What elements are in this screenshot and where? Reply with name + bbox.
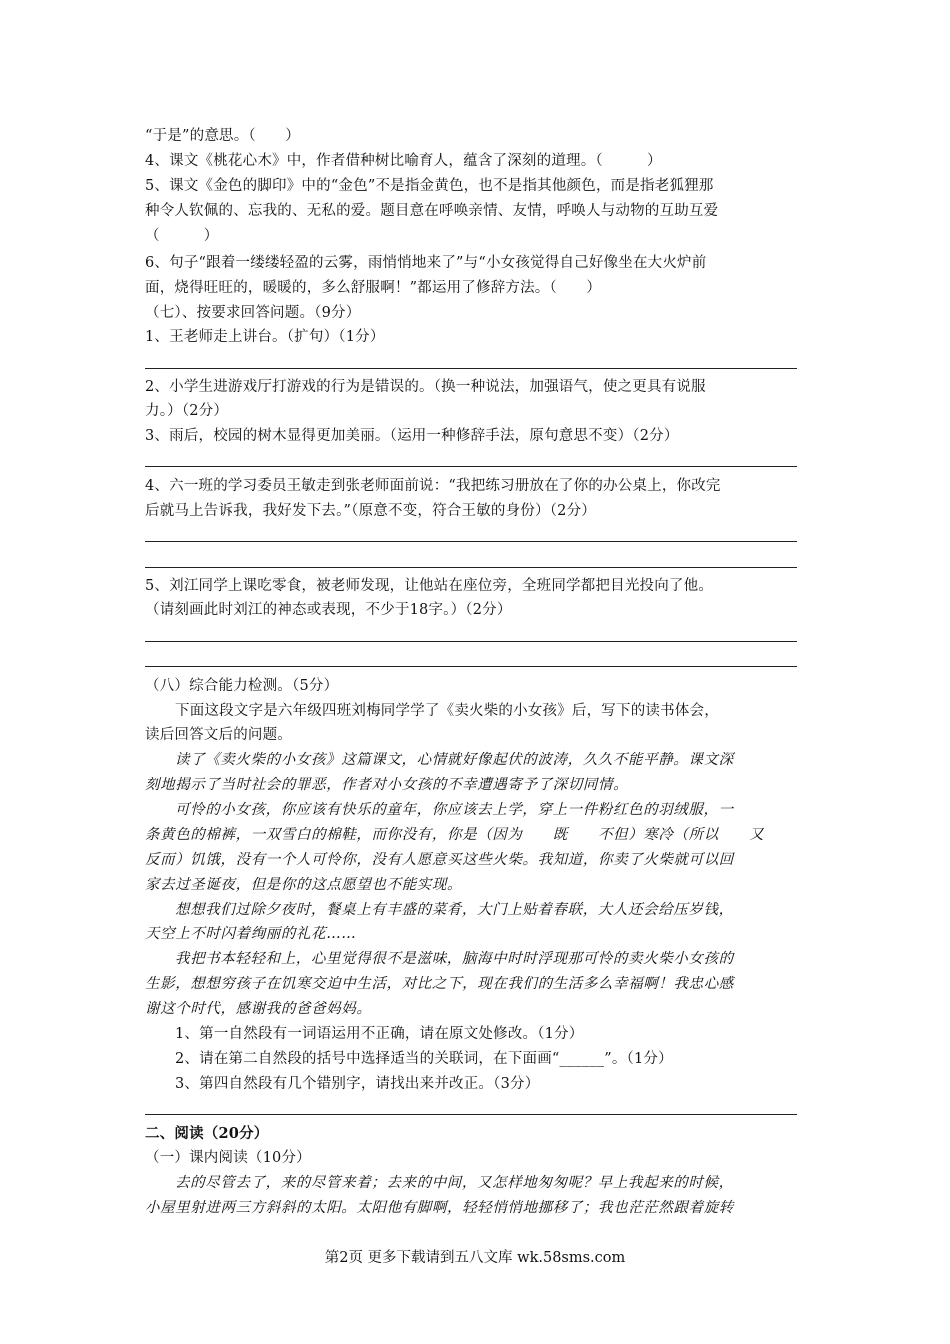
text-line: “于是”的意思。（ ）	[145, 128, 300, 144]
passage-line: 家去过圣诞夜，但是你的这点愿望也不能实现。	[145, 877, 463, 893]
answer-line	[145, 641, 797, 642]
section-heading: （七）、按要求回答问题。（9分）	[145, 305, 361, 321]
text-line: 力。）（2分）	[145, 403, 229, 419]
answer-line	[145, 1114, 797, 1115]
passage-line: 我把书本轻轻和上，心里觉得很不是滋味，脑海中时时浮现那可怜的卖火柴小女孩的	[175, 951, 734, 967]
passage-line: 想想我们过除夕夜时，餐桌上有丰盛的菜肴，大门上贴着春联，大人还会给压岁钱，	[175, 902, 734, 918]
answer-line	[145, 541, 797, 542]
question: 5、刘江同学上课吃零食，被老师发现，让他站在座位旁，全班同学都把目光投向了他。	[145, 578, 714, 594]
passage-line: 谢这个时代，感谢我的爸爸妈妈。	[145, 1001, 372, 1017]
question: 3、第四自然段有几个错别字，请找出来并改正。（3分）	[175, 1076, 540, 1092]
text-line: （ ）	[145, 228, 219, 244]
passage-line: 天空上不时闪着绚丽的礼花……	[145, 926, 357, 942]
passage-line: 刻地揭示了当时社会的罪恶，作者对小女孩的不幸遭遇寄予了深切同情。	[145, 777, 629, 793]
section-heading: （八）综合能力检测。（5分）	[145, 678, 339, 694]
text-line: 面，烧得旺旺的，暖暖的，多么舒服啊！”都运用了修辞方法。（ ）	[145, 280, 602, 296]
section-heading: 二、阅读（20分）	[145, 1125, 269, 1142]
text-line: 种令人钦佩的、忘我的、无私的爱。题目意在呼唤亲情、友情，呼唤人与动物的互助互爱	[145, 203, 719, 219]
text-line: 4、课文《桃花心木》中，作者借种树比喻育人，蕴含了深刻的道理。（ ）	[145, 153, 662, 169]
passage-line: 去的尽管去了，来的尽管来着；去来的中间，又怎样地匆匆呢？早上我起来的时候，	[175, 1175, 734, 1191]
text-line: 5、课文《金色的脚印》中的“金色”不是指金黄色，也不是指其他颜色，而是指老狐狸那	[145, 178, 714, 194]
text-line: 后就马上告诉我，我好发下去。”（原意不变，符合王敏的身份）（2分）	[145, 503, 596, 519]
answer-line	[145, 567, 797, 568]
text-line: （请刻画此时刘江的神态或表现，不少于18字。）（2分）	[145, 602, 512, 618]
answer-line	[145, 666, 797, 667]
page-footer: 第2页 更多下载请到五八文库 wk.58sms.com	[324, 1250, 626, 1266]
text-line: 读后回答文后的问题。	[145, 727, 292, 743]
passage-line: 读了《卖火柴的小女孩》这篇课文，心情就好像起伏的波涛，久久不能平静。课文深	[175, 752, 734, 768]
passage-line: 可怜的小女孩，你应该有快乐的童年，你应该去上学，穿上一件粉红色的羽绒服，一	[175, 802, 734, 818]
question: 1、王老师走上讲台。（扩句）（1分）	[145, 329, 385, 345]
section-heading: （一）课内阅读（10分）	[145, 1150, 311, 1166]
question: 2、请在第二自然段的括号中选择适当的关联词，在下面画“______”。（1分）	[175, 1051, 673, 1067]
question: 1、第一自然段有一词语运用不正确，请在原文处修改。（1分）	[175, 1026, 584, 1042]
question: 2、小学生进游戏厅打游戏的行为是错误的。（换一种说法，加强语气，使之更具有说服	[145, 379, 706, 395]
passage-line: 反而）饥饿，没有一个人可怜你，没有人愿意买这些火柴。我知道，你卖了火柴就可以回	[145, 852, 734, 868]
passage-line: 生影，想想穷孩子在饥寒交迫中生活，对比之下，现在我们的生活多么幸福啊！我忠心感	[145, 976, 734, 992]
answer-line	[145, 368, 797, 369]
passage-line: 条黄色的棉裤，一双雪白的棉鞋，而你没有，你是（因为 既 不但）寒冷（所以 又	[145, 827, 765, 843]
text-line: 下面这段文字是六年级四班刘梅同学学了《卖火柴的小女孩》后，写下的读书体会，	[175, 703, 719, 719]
passage-line: 小屋里射进两三方斜斜的太阳。太阳他有脚啊，轻轻悄悄地挪移了；我也茫茫然跟着旋转	[145, 1200, 734, 1216]
text-line: 6、句子“跟着一缕缕轻盈的云雾，雨悄悄地来了”与“小女孩觉得自己好像坐在大火炉前	[145, 255, 707, 271]
answer-line	[145, 466, 797, 467]
question: 4、六一班的学习委员王敏走到张老师面前说：“我把练习册放在了你的办公桌上，你改完	[145, 478, 721, 494]
question: 3、雨后，校园的树木显得更加美丽。（运用一种修辞手法，原句意思不变）（2分）	[145, 428, 679, 444]
